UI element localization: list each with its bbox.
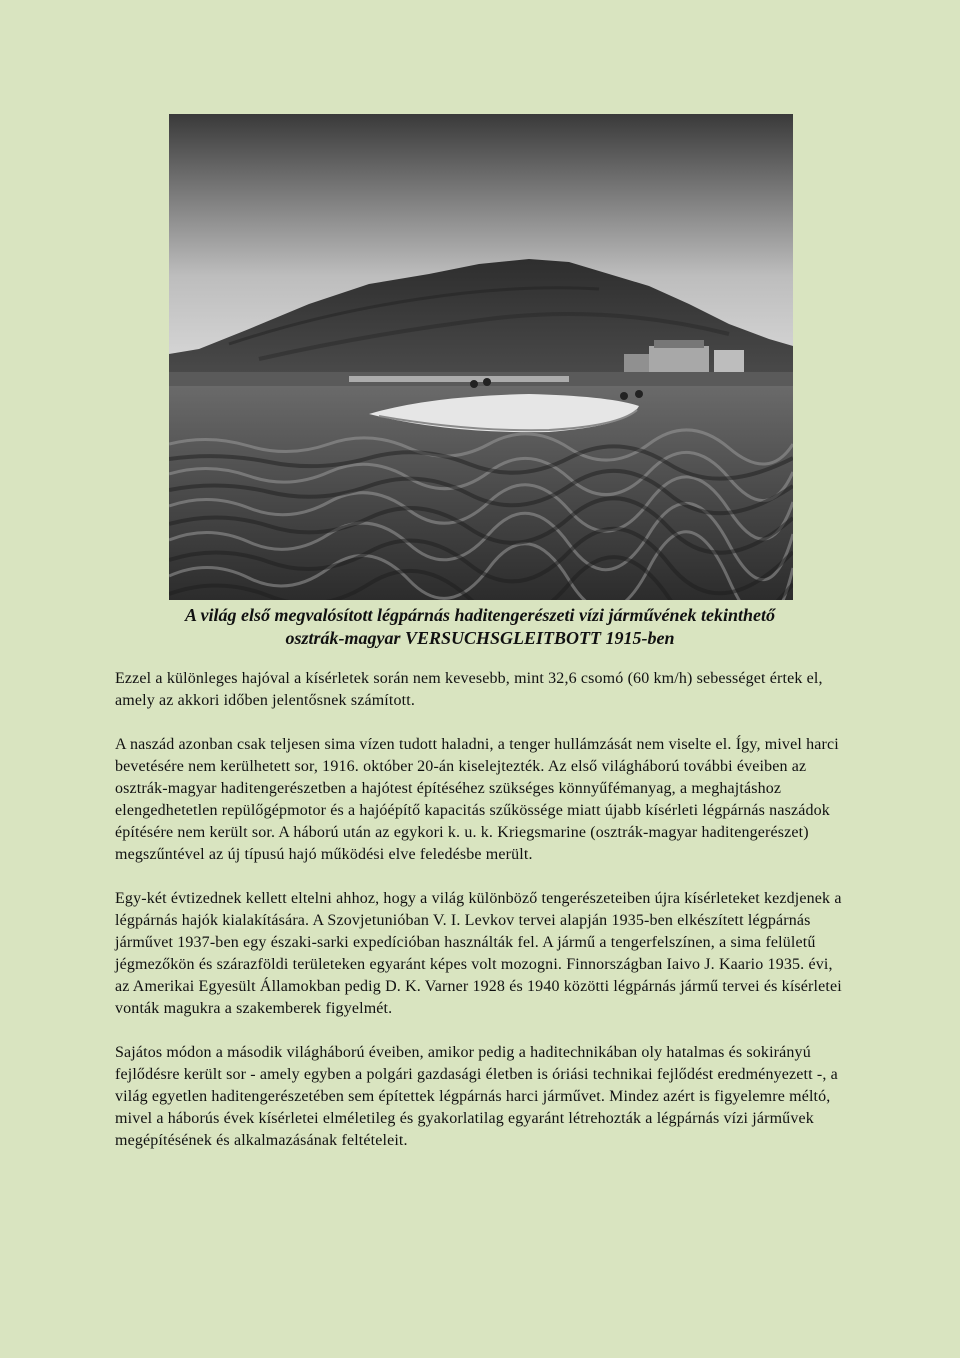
historical-photo [169,114,793,600]
paragraph-3: Egy-két évtizednek kellett eltelni ahhoz, hogy a világ különböző tengerészeteiben újra kísérleteket kezdjenek a légpárnás hajók kialakítására. A Szovjetunióban V. I. Levkov tervei alapján 1935-ben elkészített légpárnás járművet 1937-ben egy északi-sarki expedícióban használták fel. A jármű a tengerfelszínen, a sima felületű jégmezőkön és szárazföldi területeken egyaránt képes volt mozogni. Finnországban Iaivo J. Kaario 1935. évi, az Amerikai Egyesült Államokban pedig D. K. Varner 1928 és 1940 közötti légpárnás jármű tervei és kísérletei vonták magukra a szakemberek figyelmét. [115,890,842,1017]
article-body [115,668,850,1174]
paragraph-1: Ezzel a különleges hajóval a kísérletek során nem kevesebb, mint 32,6 csomó (60 km/h) sebességet értek el, amely az akkori időben jelentősnek számított. [115,670,823,709]
paragraph-4: Sajátos módon a második világháború éveiben, amikor pedig a haditechnikában oly hatalmas és sokirányú fejlődésre került sor - amely egyben a polgári gazdasági életben is óriási technikai fejlődést eredményezett -, a világ egyetlen haditengerészetében sem építettek légpárnás harci járművet. Mindez azért is figyelemre méltó, mivel a háborús évek kísérletei elméletileg és gyakorlatilag egyaránt létrehozták a légpárnás vízi járművek megépítésének és alkalmazásának feltételeit. [115,1044,838,1149]
caption-line-2: osztrák-magyar VERSUCHSGLEITBOTT 1915-ben [285,628,675,648]
photo-caption [80,604,880,650]
photo-boat-on-water-icon [169,114,793,600]
caption-line-1: A világ első megvalósított légpárnás haditengerészeti vízi járművének tekinthető [185,605,775,625]
paragraph-2: A naszád azonban csak teljesen sima vízen tudott haladni, a tenger hullámzását nem viselte el. Így, mivel harci bevetésére nem kerülhetett sor, 1916. október 20-án kiselejtezték. Az első világháború további éveiben az osztrák-magyar haditengerészetben a hajótest építéséhez szükséges könnyűfémanyag, a meghajtáshoz elengedhetetlen repülőgépmotor és a hajóépítő kapacitás szűkössége miatt újabb kísérleti légpárnás naszádok építésére nem került sor. A háború után az egykori k. u. k. Kriegsmarine (osztrák-magyar haditengerészet) megszűntével az új típusú hajó működési elve feledésbe merült. [115,736,839,863]
